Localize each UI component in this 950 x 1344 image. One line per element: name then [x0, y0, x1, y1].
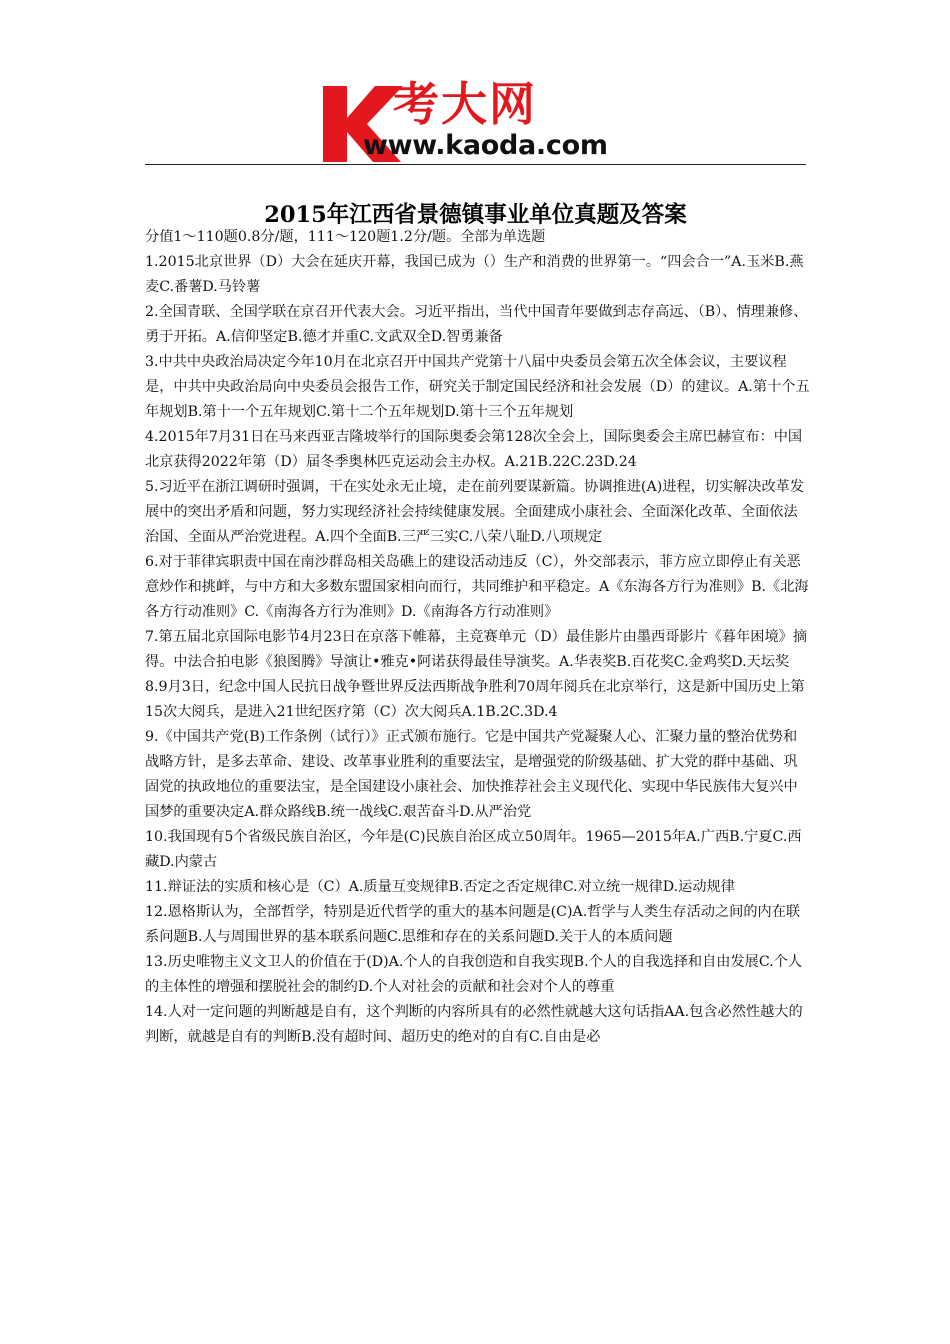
question-5: 5.习近平在浙江调研时强调，干在实处永无止境，走在前列要谋新篇。协调推进(A)进程，切实解决改革发展中的突出矛盾和问题，努力实现经济社会持续健康发展。全面建成小康社会、全面深化改革、全面依法治国、全面从严治党进程。A.四个全面B.三严三实C.八荣八耻D.八项规定 — [145, 479, 805, 545]
question-2: 2.全国青联、全国学联在京召开代表大会。习近平指出，当代中国青年要做到志存高远、（B）、情理兼修、勇于开拓。A.信仰坚定B.德才并重C.文武双全D.智勇兼备 — [145, 304, 808, 345]
question-6: 6.对于菲律宾职责中国在南沙群岛相关岛礁上的建设活动违反（C），外交部表示，菲方应立即停止有关恶意炒作和挑衅，与中方和大多数东盟国家相向而行，共同维护和平稳定。A《东海各方行为准则》B.《北海各方行动准则》C.《南海各方行为准则》D.《南海各方行动准则》 — [145, 554, 809, 620]
header-divider — [145, 164, 806, 165]
question-4: 4.2015年7月31日在马来西亚吉隆坡举行的国际奥委会第128次全会上，国际奥委会主席巴赫宣布：中国北京获得2022年第（D）届冬季奥林匹克运动会主办权。A.21B.22C.23D.24 — [145, 429, 803, 470]
question-7: 7.第五届北京国际电影节4月23日在京落下帷幕，主竞赛单元（D）最佳影片由墨西哥影片《暮年困境》摘得。中法合拍电影《狼图腾》导演让•雅克•阿诺获得最佳导演奖。A.华表奖B.百花奖C.金鸡奖D.天坛奖 — [145, 629, 808, 670]
document-title: 2015年江西省景德镇事业单位真题及答案 — [264, 202, 687, 229]
question-9: 9.《中国共产党(B)工作条例（试行）》正式颁布施行。它是中国共产党凝聚人心、汇聚力量的整治优势和战略方针，是多去革命、建设、改革事业胜利的重要法宝，是增强党的阶级基础、扩大党的群中基础、巩固党的执政地位的重要法宝，是全国建设小康社会、加快推荐社会主义现代化、实现中华民族伟大复兴中国梦的重要决定A.群众路线B.统一战线C.艰苦奋斗D.从严治党 — [145, 729, 798, 820]
site-header — [145, 72, 806, 167]
logo-url: www.kaoda.com — [363, 130, 608, 161]
question-14: 14.人对一定问题的判断越是自有，这个判断的内容所具有的必然性就越大这句话指AA.包含必然性越大的判断，就越是自有的判断B.没有超时间、超历史的绝对的自有C.自由是必 — [145, 1004, 803, 1045]
question-8: 8.9月3日，纪念中国人民抗日战争暨世界反法西斯战争胜利70周年阅兵在北京举行，这是新中国历史上第15次大阅兵，是进入21世纪医疗第（C）次大阅兵A.1B.2C.3D.4 — [145, 679, 805, 720]
document-body — [145, 225, 811, 1050]
question-13: 13.历史唯物主义文卫人的价值在于(D)A.个人的自我创造和自我实现B.个人的自我选择和自由发展C.个人的主体性的增强和摆脱社会的制约D.个人对社会的贡献和社会对个人的尊重 — [145, 954, 803, 995]
question-3: 3.中共中央政治局决定今年10月在北京召开中国共产党第十八届中央委员会第五次全体会议，主要议程是，中共中央政治局向中央委员会报告工作，研究关于制定国民经济和社会发展（D）的建议。A.第十个五年规划B.第十一个五年规划C.第十二个五年规划D.第十三个五年规划 — [145, 354, 810, 420]
question-11: 11.辩证法的实质和核心是（C）A.质量互变规律B.否定之否定规律C.对立统一规律D.运动规律 — [145, 879, 735, 895]
logo-title: 考大网 — [393, 77, 537, 131]
question-1: 1.2015北京世界（D）大会在延庆开幕，我国已成为（）生产和消费的世界第一。“四会合一”A.玉米B.燕麦C.番薯D.马铃薯 — [145, 254, 804, 295]
question-10: 10.我国现有5个省级民族自治区，今年是(C)民族自治区成立50周年。1965—2015年A.广西B.宁夏C.西藏D.内蒙古 — [145, 829, 802, 870]
question-12: 12.恩格斯认为，全部哲学，特别是近代哲学的重大的基本问题是(C)A.哲学与人类生存活动之间的内在联系问题B.人与周围世界的基本联系问题C.思维和存在的关系问题D.关于人的本质问题 — [145, 904, 801, 945]
scoring-intro: 分值1～110题0.8分/题，111～120题1.2分/题。全部为单选题 — [145, 229, 546, 245]
